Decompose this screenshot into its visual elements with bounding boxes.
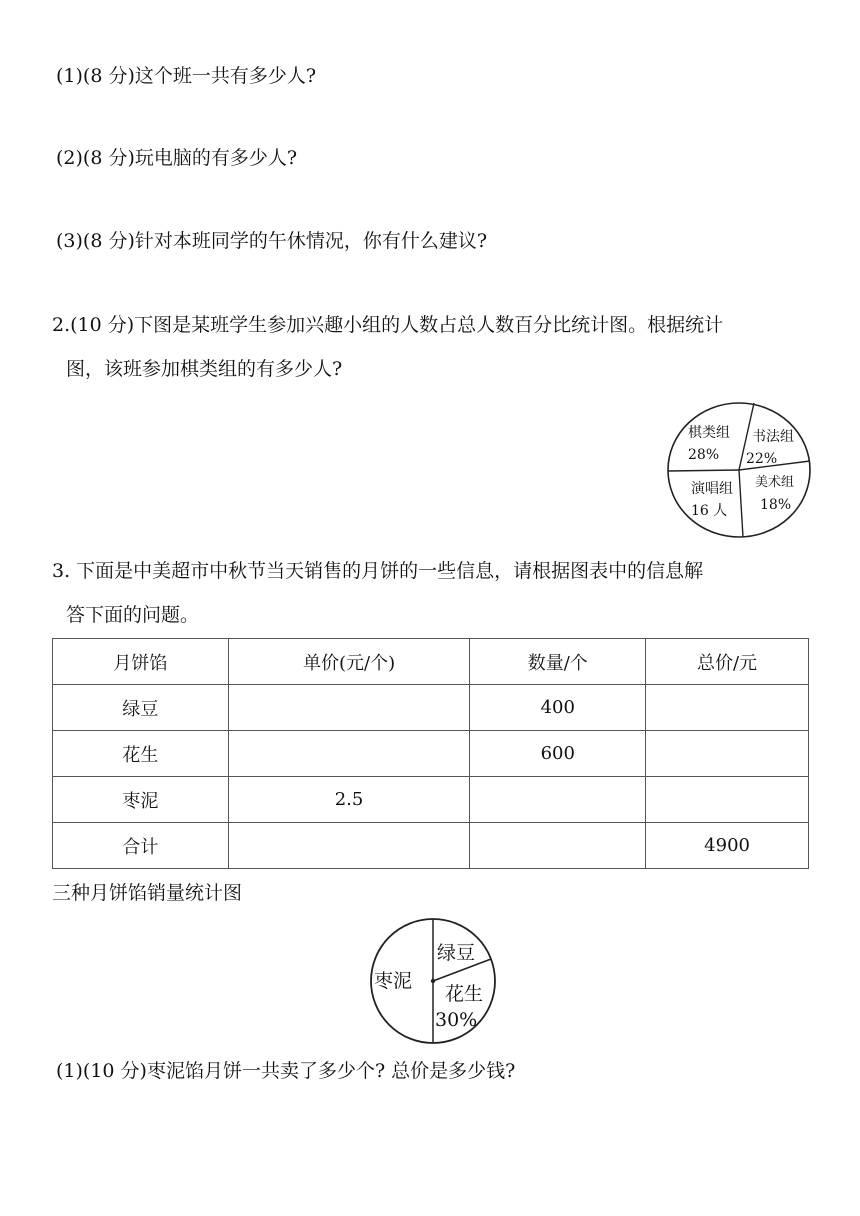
pie-value-huasheng: 30% xyxy=(435,1009,478,1031)
pie-value-meishu: 18% xyxy=(760,497,792,513)
table-cell xyxy=(228,823,470,869)
chart-2-title: 三种月饼馅销量统计图 xyxy=(52,882,243,904)
table-cell xyxy=(646,731,809,777)
question-1-part-2: (2)(8 分)玩电脑的有多少人? xyxy=(56,147,298,169)
column-header-unit-price: 单价(元/个) xyxy=(228,639,470,685)
table-cell xyxy=(646,685,809,731)
pie-label-lvdou: 绿豆 xyxy=(437,942,476,964)
pie-label-zaoni: 枣泥 xyxy=(374,970,413,992)
mooncake-sales-table xyxy=(52,638,809,869)
table-row xyxy=(53,777,809,823)
table-cell: 400 xyxy=(470,685,646,731)
mooncake-filling-pie-chart xyxy=(369,917,497,1045)
pie-value-shufa: 22% xyxy=(746,451,778,467)
table-cell: 600 xyxy=(470,731,646,777)
table-cell: 合计 xyxy=(53,823,229,869)
table-cell xyxy=(228,731,470,777)
question-1-part-3: (3)(8 分)针对本班同学的午休情况，你有什么建议? xyxy=(56,230,488,252)
column-header-quantity: 数量/个 xyxy=(470,639,646,685)
question-2-line-2: 图，该班参加棋类组的有多少人? xyxy=(66,358,343,380)
table-cell: 绿豆 xyxy=(53,685,229,731)
table-cell xyxy=(470,823,646,869)
pie-label-meishu: 美术组 xyxy=(755,475,795,490)
table-header-row xyxy=(53,639,809,685)
pie-divider-meishu-yanchang xyxy=(739,470,743,537)
pie-label-huasheng: 花生 xyxy=(445,983,484,1005)
column-header-filling: 月饼馅 xyxy=(53,639,229,685)
table-row xyxy=(53,685,809,731)
table-row xyxy=(53,731,809,777)
pie-label-qilei: 棋类组 xyxy=(688,425,730,441)
table-cell xyxy=(646,777,809,823)
pie-label-yanchang: 演唱组 xyxy=(691,481,733,497)
question-3-part-1: (1)(10 分)枣泥馅月饼一共卖了多少个? 总价是多少钱? xyxy=(56,1060,516,1082)
question-3-line-1: 3. 下面是中美超市中秋节当天销售的月饼的一些信息，请根据图表中的信息解 xyxy=(52,560,704,582)
table-cell: 2.5 xyxy=(228,777,470,823)
question-3-line-2: 答下面的问题。 xyxy=(66,604,200,626)
pie-center-dot xyxy=(431,979,435,983)
table-cell: 花生 xyxy=(53,731,229,777)
pie-value-yanchang: 16 人 xyxy=(691,503,728,519)
table-row xyxy=(53,823,809,869)
pie-divider-yanchang-qilei xyxy=(668,470,739,471)
column-header-total-price: 总价/元 xyxy=(646,639,809,685)
table-cell xyxy=(470,777,646,823)
pie-label-shufa: 书法组 xyxy=(752,429,794,445)
table-cell: 枣泥 xyxy=(53,777,229,823)
table-cell xyxy=(228,685,470,731)
pie-value-qilei: 28% xyxy=(688,447,720,463)
interest-group-pie-chart xyxy=(666,401,812,539)
question-2-line-1: 2.(10 分)下图是某班学生参加兴趣小组的人数占总人数百分比统计图。根据统计 xyxy=(52,314,724,336)
table-cell: 4900 xyxy=(646,823,809,869)
question-1-part-1: (1)(8 分)这个班一共有多少人? xyxy=(56,65,317,87)
